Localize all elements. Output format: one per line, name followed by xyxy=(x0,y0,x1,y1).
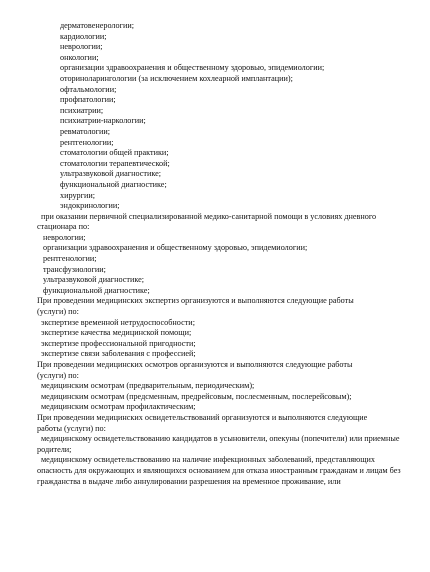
section-intro-continued: стационара по: xyxy=(37,222,90,232)
list-item: медицинскому освидетельствованию кандидатов в усыновители, опекуны (попечители) или приемные родители; xyxy=(37,434,400,454)
list-item: организации здравоохранения и общественному здоровью, эпидемиологии; xyxy=(60,63,325,73)
list-item: неврологии; xyxy=(43,232,86,242)
list-item: онкологии; xyxy=(60,52,99,62)
list-item: кардиологии; xyxy=(60,31,107,41)
list-item: оториноларингологии (за исключением кохлеарной имплантации); xyxy=(60,73,293,83)
list-item: хирургии; xyxy=(60,190,96,200)
list-item: офтальмологии; xyxy=(60,84,117,94)
list-item: стоматологии терапевтической; xyxy=(60,158,170,168)
list-item: рентгенологии; xyxy=(43,254,97,264)
specialties-list xyxy=(37,21,412,212)
expertise-section xyxy=(37,296,412,360)
list-item: экспертизе качества медицинской помощи; xyxy=(41,328,192,338)
list-item: экспертизе профессиональной пригодности; xyxy=(41,338,196,348)
list-item: организации здравоохранения и общественному здоровью, эпидемиологии; xyxy=(43,243,308,253)
list-item: эндокринологии; xyxy=(60,201,120,211)
list-item: стоматологии общей практики; xyxy=(60,148,169,158)
section-intro-continued: (услуги) по: xyxy=(37,370,79,380)
list-item: медицинскому освидетельствованию на наличие инфекционных заболеваний, представляющих опасность для окружающих и являющихся основанием для отказа иностранным гражданам и лицам без гражданства в выдаче либо аннулировании разрешения на временное проживание, или xyxy=(37,455,401,486)
list-item: медицинским осмотрам (предсменным, предрейсовым, послесменным, послерейсовым); xyxy=(41,391,352,401)
section-intro-continued: (услуги) по: xyxy=(37,307,79,317)
day-hospital-section xyxy=(37,212,412,297)
list-item: неврологии; xyxy=(60,42,103,52)
list-item: функциональной диагностике; xyxy=(43,285,150,295)
list-item: экспертизе связи заболевания с профессией; xyxy=(41,349,196,359)
list-item: трансфузиологии; xyxy=(43,264,106,274)
list-item: функциональной диагностике; xyxy=(60,179,167,189)
list-item: психиатрии; xyxy=(60,105,104,115)
section-intro: при оказании первичной специализированной медико-санитарной помощи в условиях дневного xyxy=(41,211,377,221)
section-intro: При проведении медицинских освидетельствований организуются и выполняются следующие xyxy=(37,412,368,422)
list-item: ревматологии; xyxy=(60,126,111,136)
list-item: медицинским осмотрам профилактическим; xyxy=(41,402,196,412)
list-item: медицинским осмотрам (предварительным, периодическим); xyxy=(41,381,255,391)
section-intro-continued: работы (услуги) по: xyxy=(37,423,106,433)
certification-section xyxy=(37,413,412,487)
section-intro: При проведении медицинских экспертиз организуются и выполняются следующие работы xyxy=(37,296,354,306)
list-item: ультразвуковой диагностике; xyxy=(43,275,145,285)
list-item: профпатологии; xyxy=(60,95,116,105)
list-item: экспертизе временной нетрудоспособности; xyxy=(41,317,195,327)
section-intro: При проведении медицинских осмотров организуются и выполняются следующие работы xyxy=(37,360,353,369)
list-item: ультразвуковой диагностике; xyxy=(60,169,162,179)
list-item: рентгенологии; xyxy=(60,137,114,147)
exams-section xyxy=(37,360,412,413)
list-item: дерматовенерологии; xyxy=(60,21,135,30)
list-item: психиатрии-наркологии; xyxy=(60,116,146,126)
